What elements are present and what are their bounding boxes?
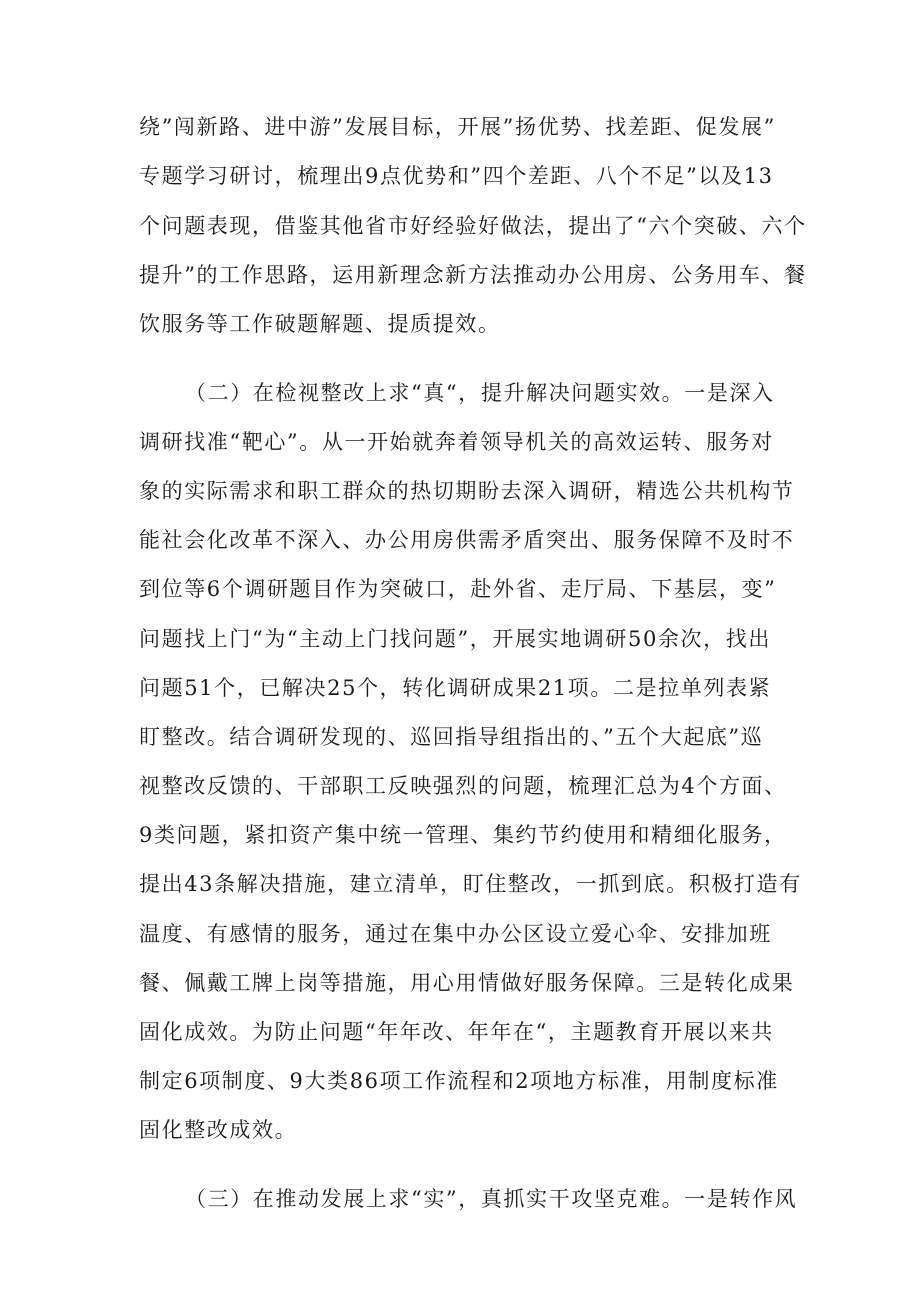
- section-heading-3: （三）在推动发展上求“实”，真抓实干攻坚克难。一是转作风: [185, 1187, 798, 1211]
- text-line: 象的实际需求和职工群众的热切期盼去深入调研，精选公共机构节: [139, 479, 795, 503]
- section-heading-2: （二）在检视整改上求“真“，提升解决问题实效。一是深入: [185, 381, 775, 405]
- text-line: 盯整改。结合调研发现的、巡回指导组指出的、”五个大起底”巡: [139, 725, 764, 749]
- text-line: 固化整改成效。: [139, 1118, 298, 1142]
- text-line: 问题51个，已解决25个，转化调研成果21项。二是拉单列表紧: [139, 676, 772, 700]
- text-line: 能社会化改革不深入、办公用房供需矛盾突出、服务保障不及时不: [139, 528, 795, 552]
- text-line: 9类问题，紧扣资产集中统一管理、集约节约使用和精细化服务，: [139, 823, 787, 847]
- text-line: 餐、佩戴工牌上岗等措施，用心用情做好服务保障。三是转化成果: [139, 971, 795, 995]
- text-line: 个问题表现，借鉴其他省市好经验好做法，提出了“六个突破、六个: [139, 214, 807, 238]
- text-line: 专题学习研讨，梳理出9点优势和”四个差距、八个不足”以及13: [139, 164, 774, 188]
- text-line: 饮服务等工作破题解题、提质提效。: [139, 312, 501, 336]
- text-line: 到位等6个调研题目作为突破口，赴外省、走厅局、下基层，变”: [139, 577, 777, 601]
- text-line: 问题找上门“为“主动上门找问题”，开展实地调研50余次，找出: [139, 627, 771, 651]
- text-line: 制定6项制度、9大类86项工作流程和2项地方标准，用制度标准: [139, 1069, 779, 1093]
- text-line: 提升”的工作思路，运用新理念新方法推动办公用房、公务用车、餐: [139, 263, 807, 287]
- text-line: 调研找准“靶心”。从一开始就奔着领导机关的高效运转、服务对: [139, 430, 774, 454]
- text-line: 温度、有感情的服务，通过在集中办公区设立爱心伞、安排加班: [139, 922, 772, 946]
- text-line: 视整改反馈的、干部职工反映强烈的问题，梳理汇总为4个方面、: [139, 774, 787, 798]
- text-line: 提出43条解决措施，建立清单，盯住整改，一抓到底。积极打造有: [139, 872, 802, 896]
- text-line: 固化成效。为防止问题“年年改、年年在“，主题教育开展以来共: [139, 1020, 774, 1044]
- text-line: 绕”闯新路、进中游”发展目标，开展”扬优势、找差距、促发展”: [139, 115, 776, 139]
